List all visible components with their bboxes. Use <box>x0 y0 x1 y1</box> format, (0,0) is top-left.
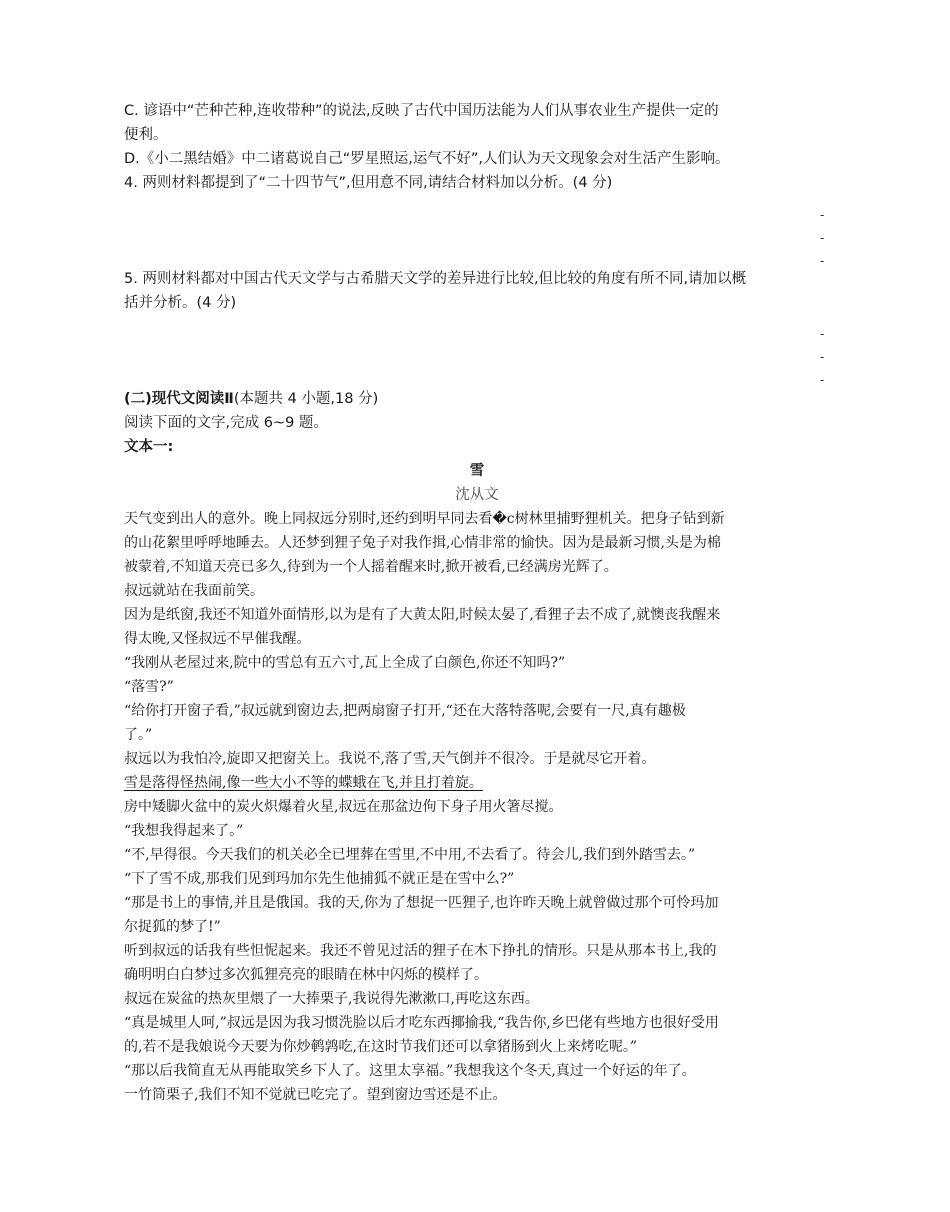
story-line: 的,若不是我娘说今天要为你炒鹌鹑吃,在这时节我们还可以拿猪肠到火上来烤吃呢。” <box>124 1039 638 1055</box>
question-4: 4. 两则材料都提到了“二十四节气”,但用意不同,请结合材料加以分析。(4 分) <box>124 175 613 191</box>
story-title: 雪 <box>469 463 485 479</box>
story-line: 了。” <box>124 727 153 743</box>
story-line: “不,早得很。今天我们的机关必全已埋葬在雪里,不中用,不去看了。待会儿,我们到外踏雪去。” <box>124 847 696 863</box>
section-note: (本题共 4 小题,18 分) <box>233 391 379 407</box>
story-line: 房中矮脚火盆中的炭火炽爆着火星,叔远在那盆边佝下身子用火箸尽搅。 <box>124 799 563 815</box>
story-line: 的山花絮里呼呼地睡去。人还梦到狸子兔子对我作揖,心情非常的愉快。因为是最新习惯,头是为棉 <box>124 535 721 551</box>
section-heading <box>124 388 830 410</box>
story-line: 确明明白白梦过多次狐狸亮亮的眼睛在林中闪烁的模样了。 <box>124 967 488 983</box>
story-line: 天气变到出人的意外。晚上同叔远分别时,还约到明早同去看�c树林里捕野狸机关。把身子钻到新 <box>124 511 725 527</box>
answer-line-mark: - <box>820 350 825 364</box>
text-one-label: 文本一: <box>124 439 174 455</box>
question-5-line-1: 5. 两则材料都对中国古代天文学与古希腊天文学的差异进行比较,但比较的角度有所不同,请加以概 <box>124 271 747 287</box>
story-line: 叔远就站在我面前笑。 <box>124 583 264 599</box>
option-d: D.《小二黑结婚》中二诸葛说自己“罗星照运,运气不好”,人们认为天文现象会对生活产生影响。 <box>124 151 730 167</box>
section-instruction: 阅读下面的文字,完成 6~9 题。 <box>124 415 328 431</box>
answer-line-mark: - <box>820 327 825 341</box>
story-line: 一竹筒栗子,我们不知不觉就已吃完了。望到窗边雪还是不止。 <box>124 1087 507 1103</box>
story-line: “真是城里人呵,”叔远是因为我习惯洗脸以后才吃东西揶揄我,“我告你,乡巴佬有些地方也很好受用 <box>124 1015 719 1031</box>
story-line: “落雪?” <box>124 679 174 695</box>
story-line: 叔远在炭盆的热灰里煨了一大捧栗子,我说得先漱漱口,再吃这东西。 <box>124 991 539 1007</box>
answer-line-mark: - <box>820 208 825 222</box>
story-line: 因为是纸窗,我还不知道外面情形,以为是有了大黄太阳,时候太晏了,看狸子去不成了,就懊丧我醒来 <box>124 607 721 623</box>
question-5-line-2: 括并分析。(4 分) <box>124 295 237 311</box>
story-line: 被蒙着,不知道天亮已多久,待到为一个人摇着醒来时,掀开被看,已经满房光辉了。 <box>124 559 618 575</box>
answer-line-mark: - <box>820 373 825 387</box>
story-line: “我想我得起来了。” <box>124 823 244 839</box>
story-line-underlined: 雪是落得怪热闹,像一些大小不等的蝶蛾在飞,并且打着旋。 <box>124 775 483 791</box>
story-line: “下了雪不成,那我们见到玛加尔先生他捕狐不就正是在雪中么?” <box>124 871 515 887</box>
story-author: 沈从文 <box>455 487 499 503</box>
story-line: “那是书上的事情,并且是俄国。我的天,你为了想捉一匹狸子,也许昨天晚上就曾做过那个可怜玛加 <box>124 895 719 911</box>
story-line: 听到叔远的话我有些怛怩起来。我还不曾见过活的狸子在木下挣扎的情形。只是从那本书上,我的 <box>124 943 717 959</box>
story-line: 得太晚,又怪叔远不早催我醒。 <box>124 631 311 647</box>
answer-line-mark: - <box>820 231 825 245</box>
story-line: 尔捉狐的梦了!” <box>124 919 221 935</box>
answer-line-mark: - <box>820 254 825 268</box>
option-c-line-2: 便利。 <box>124 127 168 143</box>
story-line: “给你打开窗子看,”叔远就到窗边去,把两扇窗子打开,“还在大落特落呢,会要有一尺,真有趣极 <box>124 703 686 719</box>
story-line: “我刚从老屋过来,院中的雪总有五六寸,瓦上全成了白颜色,你还不知吗?” <box>124 655 566 671</box>
story-line: 叔远以为我怕冷,旋即又把窗关上。我说不,落了雪,天气倒并不很冷。于是就尽它开着。 <box>124 751 656 767</box>
option-c-line-1: C. 谚语中“芒种芒种,连收带种”的说法,反映了古代中国历法能为人们从事农业生产提供一定的 <box>124 103 719 119</box>
story-line: “那以后我简直无从再能取笑乡下人了。这里太享福。”我想我这个冬天,真过一个好运的年了。 <box>124 1063 696 1079</box>
section-title: (二)现代文阅读Ⅱ <box>124 391 234 407</box>
